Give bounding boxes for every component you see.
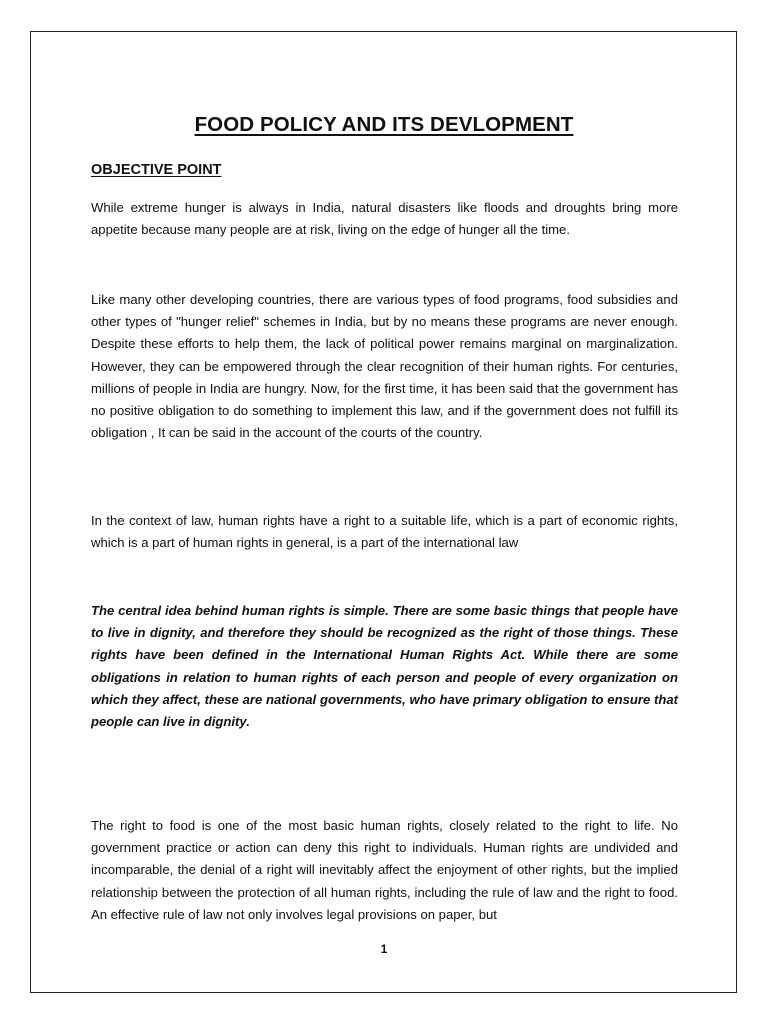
paragraph-law-context: In the context of law, human rights have a right to a suitable life, which is a part of economic rights, which is a part of human rights in general, is a part of the international law xyxy=(91,513,678,551)
paragraph-central-idea: The central idea behind human rights is simple. There are some basic things that people have to live in dignity, and therefore they should be recognized as the right of those things. These rights have been defined in the International Human Rights Act. While there are some obligations in relation to human rights of each person and people of every organization on which they affect, these are national governments, who have primary obligation to ensure that people can live in dignity. xyxy=(91,603,678,730)
paragraph-food-programs: Like many other developing countries, there are various types of food programs, food subsidies and other types of "hunger relief" schemes in India, but by no means these programs are never enough. Despite these efforts to help them, the lack of political power remains marginal on marginalization. However, they can be empowered through the clear recognition of their human rights. For centuries, millions of people in India are hungry. Now, for the first time, it has been said that the government has no positive obligation to do something to implement this law, and if the government does not fulfill its obligation , It can be said in the account of the courts of the country. xyxy=(91,292,678,441)
page-number: 1 xyxy=(380,942,388,956)
section-heading: OBJECTIVE POINT xyxy=(91,162,222,178)
paragraph-intro: While extreme hunger is always in India, natural disasters like floods and droughts bring more appetite because many people are at risk, living on the edge of hunger all the time. xyxy=(91,200,678,238)
document-title: FOOD POLICY AND ITS DEVLOPMENT xyxy=(194,113,574,136)
paragraph-right-to-food: The right to food is one of the most basic human rights, closely related to the right to life. No government practice or action can deny this right to individuals. Human rights are undivided and incomparable, the denial of a right will inevitably affect the enjoyment of other rights, but the implied relationship between the protection of all human rights, including the rule of law and the right to food. An effective rule of law not only involves legal provisions on paper, but xyxy=(91,818,678,922)
